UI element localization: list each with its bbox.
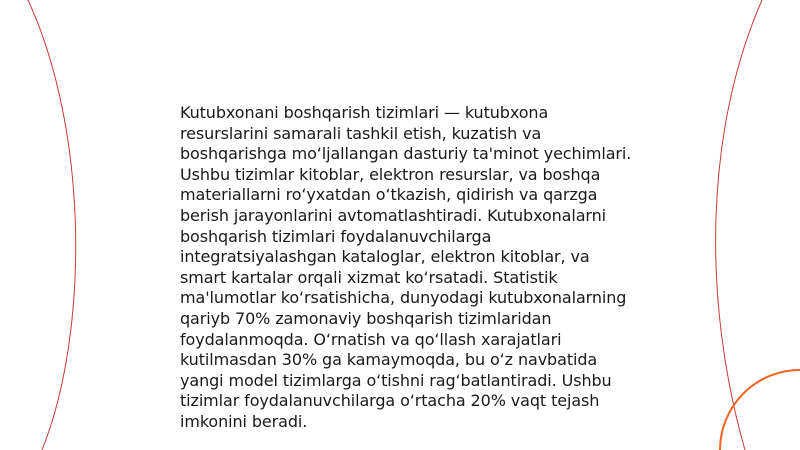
right-arc-line [716, 0, 762, 450]
body-paragraph: Kutubxonani boshqarish tizimlari — kutubxona resurslarini samarali tashkil etish, kuzatish va boshqarishga mo‘ljallangan dasturiy ta'minot yechimlari. Ushbu tizimlar kitoblar, elektron resurslar, va boshqa materiallarni ro‘yxatdan o‘tkazish, qidirish va qarzga berish jarayonlarini avtomatlashtiradi. Kutubxonalarni boshqarish tizimlari foydalanuvchilarga integratsiyalashgan kataloglar, elektron kitoblar, va smart kartalar orqali xizmat ko‘rsatadi. Statistik ma'lumotlar ko‘rsatishicha, dunyodagi kutubxonalarning qariyb 70% zamonaviy boshqarish tizimlaridan foydalanmoqda. O‘rnatish va qo‘llash xarajatlari kutilmasdan 30% ga kamaymoqda, bu o‘z navbatida yangi model tizimlarga o‘tishni rag‘batlantiradi. Ushbu tizimlar foydalanuvchilarga o‘rtacha 20% vaqt tejash imkonini beradi. [180, 103, 632, 431]
orange-circle-outline [720, 370, 800, 450]
left-arc-line [28, 0, 76, 450]
